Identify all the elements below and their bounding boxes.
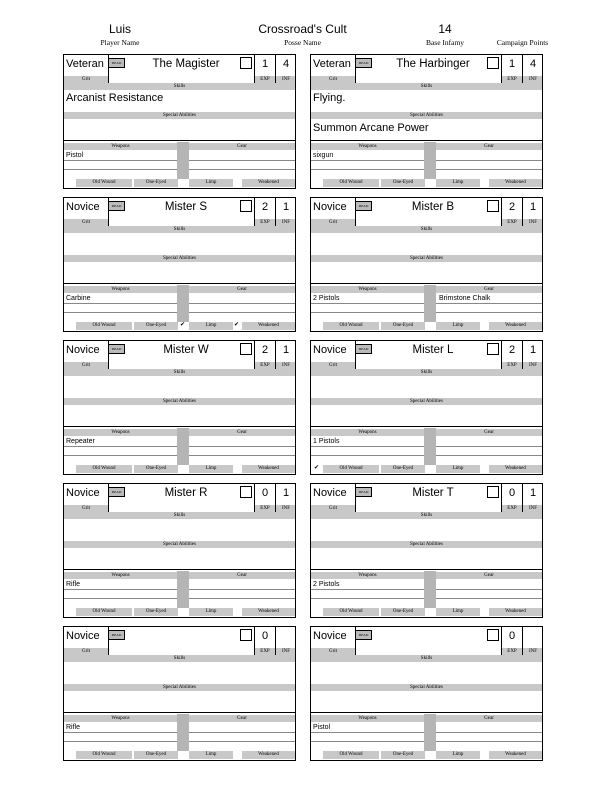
grit-box[interactable] — [64, 341, 109, 369]
dead-tag[interactable]: DEAD — [355, 58, 372, 68]
inf-box[interactable] — [522, 55, 543, 83]
exp-value: 0 — [508, 487, 516, 499]
injury-old-wound[interactable]: Old Wound — [76, 608, 132, 616]
gear-row-line — [189, 446, 295, 447]
gear-label: Gear — [436, 429, 542, 436]
inf-label: INF — [276, 648, 296, 655]
inf-value: 1 — [282, 344, 290, 356]
inf-box[interactable] — [522, 341, 543, 369]
special-abilities-label: Special Abilities — [64, 255, 295, 262]
column-gutter — [424, 428, 436, 465]
injury-weakened[interactable]: Weakened — [242, 465, 295, 473]
divider — [64, 283, 295, 284]
weapon-row-line — [64, 169, 177, 170]
injury-weakened[interactable]: Weakened — [242, 608, 295, 616]
injury-one-eyed[interactable]: One-Eyed — [134, 465, 178, 473]
exp-value: 1 — [261, 58, 269, 70]
column-gutter — [177, 285, 189, 322]
base-infamy-label: Base Infamy — [425, 38, 465, 47]
injury-limp[interactable]: Limp — [436, 608, 480, 616]
injury-old-wound[interactable]: Old Wound — [76, 751, 132, 759]
grit-value: Novice — [313, 201, 347, 213]
weapons-value[interactable]: Rifle — [66, 724, 81, 731]
weapons-value[interactable]: sixgun — [313, 152, 334, 159]
gear-row-line — [189, 598, 295, 599]
grit-value: Veteran — [313, 58, 351, 70]
status-checkbox[interactable] — [240, 343, 252, 355]
column-gutter — [424, 142, 436, 179]
injury-one-eyed[interactable]: One-Eyed — [381, 751, 425, 759]
inf-value: 4 — [282, 58, 290, 70]
grit-value: Novice — [66, 201, 100, 213]
gear-row-line — [436, 169, 542, 170]
gear-row-line — [189, 303, 295, 304]
exp-label: EXP — [502, 505, 522, 512]
divider — [64, 140, 295, 141]
gear-row-line — [436, 741, 542, 742]
injury-weakened[interactable]: Weakened — [489, 322, 542, 330]
injury-one-eyed[interactable]: One-Eyed — [134, 751, 178, 759]
gear-label: Gear — [436, 715, 542, 722]
weapon-row-line — [64, 312, 177, 313]
weapon-row-line — [64, 598, 177, 599]
injury-one-eyed[interactable]: One-Eyed — [134, 322, 178, 330]
weapon-row-line — [311, 160, 424, 161]
dead-tag[interactable]: DEAD — [108, 344, 125, 354]
injury-old-wound[interactable]: Old Wound — [323, 179, 379, 187]
exp-label: EXP — [502, 648, 522, 655]
special-abilities-label: Special Abilities — [311, 541, 542, 548]
special-abilities-label: Special Abilities — [311, 112, 542, 119]
grit-label: Grit — [311, 219, 355, 226]
weapons-value[interactable]: Repeater — [66, 438, 95, 445]
column-gutter — [424, 285, 436, 322]
base-infamy-block — [410, 22, 480, 48]
skills-label: Skills — [311, 83, 542, 90]
gear-row-line — [436, 732, 542, 733]
character-card — [310, 626, 543, 761]
gear-label: Gear — [436, 572, 542, 579]
inf-box[interactable] — [275, 55, 296, 83]
character-card — [63, 54, 296, 189]
skills-label: Skills — [64, 226, 295, 233]
gear-label: Gear — [189, 143, 295, 150]
dead-tag[interactable]: DEAD — [355, 201, 372, 211]
weapons-label: Weapons — [64, 572, 177, 579]
character-card — [310, 197, 543, 332]
weapons-value[interactable]: 2 Pistols — [313, 295, 340, 302]
inf-box[interactable] — [275, 198, 296, 226]
exp-box[interactable] — [501, 627, 522, 655]
grit-label: Grit — [311, 648, 355, 655]
weapons-label: Weapons — [311, 429, 424, 436]
weapon-row-line — [311, 303, 424, 304]
weapon-row-line — [311, 169, 424, 170]
column-gutter — [177, 714, 189, 751]
injury-weakened[interactable]: Weakened — [489, 608, 542, 616]
status-checkbox[interactable] — [487, 57, 499, 69]
weapon-row-line — [64, 160, 177, 161]
weapons-label: Weapons — [311, 572, 424, 579]
gear-label: Gear — [189, 429, 295, 436]
column-gutter — [177, 571, 189, 608]
inf-box[interactable] — [522, 198, 543, 226]
exp-box[interactable] — [501, 341, 522, 369]
gear-row-line — [189, 160, 295, 161]
gear-row-line — [189, 312, 295, 313]
status-checkbox[interactable] — [240, 200, 252, 212]
injury-limp[interactable]: Limp — [189, 608, 233, 616]
weapons-value[interactable]: Pistol — [313, 724, 331, 731]
weapon-row-line — [311, 741, 424, 742]
player-name-label: Player Name — [100, 38, 140, 47]
injury-one-eyed[interactable]: One-Eyed — [381, 608, 425, 616]
grit-box[interactable] — [64, 198, 109, 226]
inf-label: INF — [523, 362, 543, 369]
weapon-row-line — [311, 446, 424, 447]
posse-name[interactable]: Crossroad's Cult — [258, 22, 347, 36]
weapon-row-line — [311, 589, 424, 590]
old-wound-check: ✔ — [314, 465, 320, 471]
weapon-row-line — [311, 455, 424, 456]
gear-row-line — [436, 455, 542, 456]
gear-label: Gear — [189, 715, 295, 722]
sheet-header — [0, 22, 612, 52]
exp-label: EXP — [255, 76, 275, 83]
weapon-row-line — [64, 455, 177, 456]
exp-box[interactable] — [501, 198, 522, 226]
inf-label: INF — [276, 219, 296, 226]
inf-label: INF — [523, 505, 543, 512]
injury-limp[interactable]: Limp — [436, 751, 480, 759]
skills-label: Skills — [64, 512, 295, 519]
injury-weakened[interactable]: Weakened — [489, 751, 542, 759]
grit-value: Novice — [313, 630, 347, 642]
campaign-points[interactable] — [485, 22, 560, 36]
gear-row-line — [436, 589, 542, 590]
exp-box[interactable] — [501, 55, 522, 83]
posse-name-label: Posse Name — [284, 38, 321, 47]
injury-one-eyed[interactable]: One-Eyed — [381, 465, 425, 473]
campaign-points-block — [485, 22, 560, 48]
player-name[interactable]: Luis — [108, 22, 131, 36]
inf-box[interactable] — [522, 627, 543, 655]
weapons-label: Weapons — [64, 143, 177, 150]
grit-box[interactable] — [64, 55, 109, 83]
special-abilities-label: Special Abilities — [311, 255, 542, 262]
weapon-row-line — [64, 741, 177, 742]
weapons-label: Weapons — [311, 286, 424, 293]
special-abilities-label: Special Abilities — [311, 684, 542, 691]
injury-limp[interactable]: Limp — [189, 179, 233, 187]
weapons-label: Weapons — [311, 143, 424, 150]
inf-label: INF — [523, 76, 543, 83]
gear-row-line — [189, 589, 295, 590]
special-abilities-label: Special Abilities — [64, 112, 295, 119]
one-eyed-check: ✔ — [180, 322, 186, 328]
skills-value[interactable]: Flying. — [313, 92, 346, 104]
injury-limp[interactable]: Limp — [436, 179, 480, 187]
weapons-value[interactable]: 1 Pistols — [313, 438, 340, 445]
character-card — [310, 54, 543, 189]
dead-tag[interactable]: DEAD — [108, 58, 125, 68]
base-infamy[interactable]: 14 — [438, 22, 452, 36]
status-checkbox[interactable] — [240, 486, 252, 498]
dead-tag[interactable]: DEAD — [108, 630, 125, 640]
injury-one-eyed[interactable]: One-Eyed — [134, 179, 178, 187]
character-name[interactable]: The Harbinger — [396, 58, 470, 70]
skills-label: Skills — [64, 369, 295, 376]
exp-box[interactable] — [254, 484, 275, 512]
grit-label: Grit — [311, 362, 355, 369]
skills-label: Skills — [64, 655, 295, 662]
weapon-row-line — [64, 303, 177, 304]
weapons-value[interactable]: 2 Pistols — [313, 581, 340, 588]
gear-row-line — [436, 160, 542, 161]
grit-box[interactable] — [311, 55, 356, 83]
inf-value: 1 — [529, 487, 537, 499]
skills-label: Skills — [64, 83, 295, 90]
inf-box[interactable] — [522, 484, 543, 512]
inf-value: 1 — [282, 487, 290, 499]
weapon-row-line — [311, 598, 424, 599]
injury-weakened[interactable]: Weakened — [489, 465, 542, 473]
injury-limp[interactable]: Limp — [189, 322, 233, 330]
skills-label: Skills — [311, 512, 542, 519]
exp-value: 0 — [261, 487, 269, 499]
injury-one-eyed[interactable]: One-Eyed — [381, 179, 425, 187]
gear-row-line — [189, 732, 295, 733]
weapon-row-line — [64, 446, 177, 447]
character-card — [63, 340, 296, 475]
dead-tag[interactable]: DEAD — [355, 344, 372, 354]
injury-weakened[interactable]: Weakened — [242, 179, 295, 187]
inf-box[interactable] — [275, 341, 296, 369]
skills-label: Skills — [311, 226, 542, 233]
injury-old-wound[interactable]: Old Wound — [323, 322, 379, 330]
divider — [64, 712, 295, 713]
character-name[interactable]: Mister W — [163, 344, 209, 356]
posse-name-block — [240, 22, 365, 48]
gear-row-line — [436, 598, 542, 599]
column-gutter — [177, 142, 189, 179]
gear-value[interactable]: Brimstone Chalk — [439, 295, 491, 302]
injury-old-wound[interactable]: Old Wound — [76, 465, 132, 473]
dead-tag[interactable]: DEAD — [108, 201, 125, 211]
grit-label: Grit — [64, 648, 108, 655]
character-card — [310, 340, 543, 475]
special-abilities-label: Special Abilities — [311, 398, 542, 405]
grit-box[interactable] — [311, 484, 356, 512]
campaign-points-label: Campaign Points — [496, 38, 549, 47]
weapons-value[interactable]: Rifle — [66, 581, 81, 588]
injury-weakened[interactable]: Weakened — [242, 751, 295, 759]
grit-value: Novice — [313, 487, 347, 499]
weapon-row-line — [311, 732, 424, 733]
grit-box[interactable] — [311, 341, 356, 369]
grit-value: Novice — [66, 630, 100, 642]
injury-weakened[interactable]: Weakened — [242, 322, 295, 330]
status-checkbox[interactable] — [487, 200, 499, 212]
injury-limp[interactable]: Limp — [436, 322, 480, 330]
gear-label: Gear — [189, 286, 295, 293]
status-checkbox[interactable] — [487, 343, 499, 355]
character-name[interactable]: Mister B — [411, 201, 455, 213]
exp-label: EXP — [255, 362, 275, 369]
character-card — [310, 483, 543, 618]
divider — [64, 569, 295, 570]
dead-tag[interactable]: DEAD — [355, 487, 372, 497]
exp-value: 2 — [508, 201, 516, 213]
grit-label: Grit — [311, 505, 355, 512]
exp-value: 0 — [261, 630, 269, 642]
weapon-row-line — [64, 589, 177, 590]
skills-label: Skills — [311, 369, 542, 376]
injury-old-wound[interactable]: Old Wound — [323, 751, 379, 759]
exp-box[interactable] — [501, 484, 522, 512]
grit-value: Veteran — [66, 58, 104, 70]
status-checkbox[interactable] — [240, 57, 252, 69]
skills-label: Skills — [311, 655, 542, 662]
divider — [311, 140, 542, 141]
weapon-row-line — [64, 732, 177, 733]
exp-label: EXP — [255, 219, 275, 226]
gear-row-line — [189, 169, 295, 170]
divider — [64, 426, 295, 427]
exp-value: 2 — [508, 344, 516, 356]
grit-value: Novice — [66, 344, 100, 356]
grit-label: Grit — [64, 219, 108, 226]
gear-row-line — [436, 312, 542, 313]
weapons-label: Weapons — [311, 715, 424, 722]
injury-weakened[interactable]: Weakened — [489, 179, 542, 187]
character-name[interactable]: Mister T — [412, 487, 454, 499]
injury-old-wound[interactable]: Old Wound — [76, 179, 132, 187]
exp-label: EXP — [502, 219, 522, 226]
gear-label: Gear — [436, 143, 542, 150]
inf-label: INF — [523, 648, 543, 655]
status-checkbox[interactable] — [487, 629, 499, 641]
inf-value: 1 — [529, 344, 537, 356]
gear-row-line — [189, 455, 295, 456]
inf-label: INF — [523, 219, 543, 226]
exp-box[interactable] — [254, 341, 275, 369]
weapons-value[interactable]: Pistol — [66, 152, 84, 159]
exp-label: EXP — [502, 362, 522, 369]
divider — [311, 569, 542, 570]
special-abilities-value[interactable]: Summon Arcane Power — [313, 122, 429, 134]
special-abilities-label: Special Abilities — [64, 541, 295, 548]
divider — [311, 712, 542, 713]
skills-value[interactable]: Arcanist Resistance — [66, 92, 164, 104]
inf-box[interactable] — [275, 627, 296, 655]
grit-box[interactable] — [311, 198, 356, 226]
exp-label: EXP — [255, 648, 275, 655]
weapons-label: Weapons — [64, 286, 177, 293]
limp-check: ✔ — [234, 322, 240, 328]
grit-label: Grit — [64, 76, 108, 83]
inf-label: INF — [276, 505, 296, 512]
injury-old-wound[interactable]: Old Wound — [323, 608, 379, 616]
gear-row-line — [436, 303, 542, 304]
weapons-label: Weapons — [64, 715, 177, 722]
exp-label: EXP — [502, 76, 522, 83]
grit-value: Novice — [313, 344, 347, 356]
inf-label: INF — [276, 76, 296, 83]
weapon-row-line — [311, 312, 424, 313]
gear-row-line — [436, 446, 542, 447]
inf-value: 4 — [529, 58, 537, 70]
grit-label: Grit — [64, 505, 108, 512]
injury-limp[interactable]: Limp — [189, 751, 233, 759]
column-gutter — [177, 428, 189, 465]
weapons-label: Weapons — [64, 429, 177, 436]
character-name[interactable]: Mister L — [412, 344, 454, 356]
divider — [311, 283, 542, 284]
exp-value: 0 — [508, 630, 516, 642]
exp-value: 2 — [261, 201, 269, 213]
column-gutter — [424, 571, 436, 608]
dead-tag[interactable]: DEAD — [355, 630, 372, 640]
status-checkbox[interactable] — [240, 629, 252, 641]
injury-limp[interactable]: Limp — [436, 465, 480, 473]
inf-box[interactable] — [275, 484, 296, 512]
gear-label: Gear — [189, 572, 295, 579]
gear-row-line — [189, 741, 295, 742]
grit-box[interactable] — [311, 627, 356, 655]
inf-value: 1 — [282, 201, 290, 213]
injury-one-eyed[interactable]: One-Eyed — [381, 322, 425, 330]
inf-label: INF — [276, 362, 296, 369]
special-abilities-label: Special Abilities — [64, 398, 295, 405]
character-name[interactable]: Mister R — [164, 487, 208, 499]
inf-value: 1 — [529, 201, 537, 213]
column-gutter — [424, 714, 436, 751]
character-name[interactable]: Mister S — [164, 201, 208, 213]
exp-box[interactable] — [254, 55, 275, 83]
grit-box[interactable] — [64, 484, 109, 512]
injury-old-wound[interactable]: Old Wound — [323, 465, 379, 473]
weapons-value[interactable]: Carbine — [66, 295, 91, 302]
status-checkbox[interactable] — [487, 486, 499, 498]
character-card — [63, 197, 296, 332]
character-card — [63, 626, 296, 761]
character-card — [63, 483, 296, 618]
injury-limp[interactable]: Limp — [189, 465, 233, 473]
exp-box[interactable] — [254, 198, 275, 226]
injury-old-wound[interactable]: Old Wound — [76, 322, 132, 330]
grit-label: Grit — [64, 362, 108, 369]
exp-label: EXP — [255, 505, 275, 512]
exp-box[interactable] — [254, 627, 275, 655]
injury-one-eyed[interactable]: One-Eyed — [134, 608, 178, 616]
grit-box[interactable] — [64, 627, 109, 655]
character-name[interactable]: The Magister — [152, 58, 220, 70]
grit-value: Novice — [66, 487, 100, 499]
gear-label: Gear — [436, 286, 542, 293]
player-name-block — [70, 22, 170, 48]
grit-label: Grit — [311, 76, 355, 83]
exp-value: 1 — [508, 58, 516, 70]
divider — [311, 426, 542, 427]
exp-value: 2 — [261, 344, 269, 356]
dead-tag[interactable]: DEAD — [108, 487, 125, 497]
special-abilities-label: Special Abilities — [64, 684, 295, 691]
